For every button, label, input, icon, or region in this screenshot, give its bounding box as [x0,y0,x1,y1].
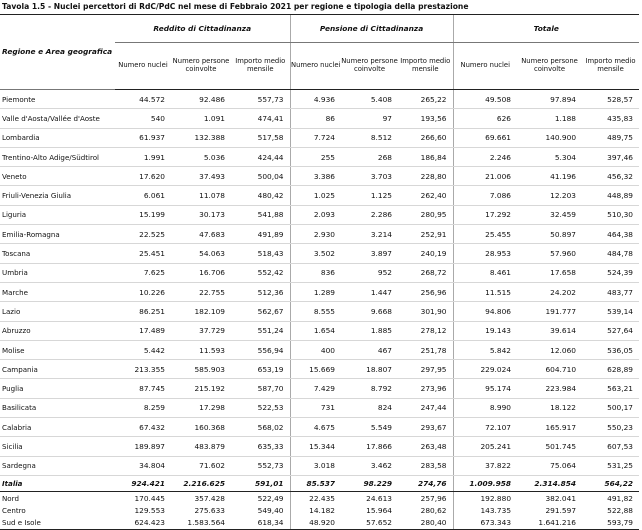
table-cell: 268 [341,147,398,166]
table-cell: 522,49 [257,493,284,503]
table-row [0,379,639,398]
table-cell: 6.061 [115,186,171,205]
table-cell: 673.343 [453,516,517,529]
row-label: Piemonte [0,90,115,109]
table-cell: 467 [341,340,398,359]
table-cell: 491,82 [607,493,634,503]
table-cell: 585.903 [171,360,231,379]
table-cell: 15.964 [366,505,393,515]
table-cell: 15.344 [290,437,341,456]
table-cell: 37.822 [453,456,517,475]
table-cell: 50.897 [517,225,582,244]
table-cell: 24.202 [517,282,582,301]
table-cell: 8.555 [290,302,341,321]
table-row [0,340,639,359]
table-cell: 3.703 [341,167,398,186]
table-cell: 247,44 [398,398,453,417]
table-cell: 4.675 [290,418,341,437]
table-cell: 491,89 [231,225,290,244]
row-label: Sud e Isole [0,516,115,529]
row-label: Friuli-Venezia Giulia [0,186,115,205]
table-row [0,244,639,263]
table-cell: 252,91 [398,225,453,244]
table-cell: 17.866 [341,437,398,456]
table-cell: 2.930 [290,225,341,244]
table-cell: 435,83 [582,109,639,128]
table-cell: 357.428 [194,493,225,503]
table-cell: 15.199 [115,205,171,224]
table-row [0,225,639,244]
row-label: Calabria [0,418,115,437]
table-cell: 165.917 [517,418,582,437]
table-cell: 4.936 [290,90,341,109]
table-cell: 265,22 [398,90,453,109]
row-label: Valle d'Aosta/Vallée d'Aoste [0,109,115,128]
table-cell: 1.991 [115,147,171,166]
table-cell: 28.953 [453,244,517,263]
table-cell: 17.489 [115,321,171,340]
area-row [0,516,639,529]
table-cell: 57.652 [341,516,398,529]
table-row [0,90,639,109]
table-cell: 448,89 [582,186,639,205]
table-cell: 283,58 [398,456,453,475]
table-cell: 568,02 [231,418,290,437]
table-cell: 32.459 [517,205,582,224]
table-row [0,302,639,321]
table-cell: 47.683 [171,225,231,244]
table-row [0,186,639,205]
table-cell: 1.447 [341,282,398,301]
table-cell: 17.292 [453,205,517,224]
table-cell: 69.661 [453,128,517,147]
col-header-nuclei: Numero nuclei [290,43,341,90]
table-cell: 522,88 [607,505,634,515]
table-cell: 15.669 [290,360,341,379]
table-row [0,418,639,437]
data-table [0,14,639,530]
table-cell: 500,17 [582,398,639,417]
table-cell: 268,72 [398,263,453,282]
table-cell: 5.304 [517,147,582,166]
table-cell: 278,12 [398,321,453,340]
table-cell: 483.879 [171,437,231,456]
table-cell: 1.009.958 [453,475,517,491]
table-cell: 30.173 [171,205,231,224]
table-cell: 41.196 [517,167,582,186]
table-cell: 11.078 [171,186,231,205]
table-cell: 17.658 [517,263,582,282]
table-cell: 34.804 [115,456,171,475]
table-cell: 25.455 [453,225,517,244]
table-cell: 7.086 [453,186,517,205]
table-cell: 5.842 [453,340,517,359]
table-cell: 731 [290,398,341,417]
table-cell: 95.174 [453,379,517,398]
table-cell: 12.203 [517,186,582,205]
table-cell: 5.036 [171,147,231,166]
table-cell: 97.894 [517,90,582,109]
table-row [0,263,639,282]
table-cell: 3.386 [290,167,341,186]
table-cell: 266,60 [398,128,453,147]
table-cell: 5.408 [341,90,398,109]
table-cell: 18.807 [341,360,398,379]
table-cell: 591,01 [231,475,290,491]
table-cell: 256,96 [398,282,453,301]
table-cell: 94.806 [453,302,517,321]
col-header-persone: Numero persone coinvolte [341,43,398,90]
table-cell: 549,40 [257,505,284,515]
table-cell: 263,48 [398,437,453,456]
table-cell: 483,77 [582,282,639,301]
row-label: Lazio [0,302,115,321]
table-cell: 215.192 [171,379,231,398]
table-cell: 3.018 [290,456,341,475]
table-cell: 400 [290,340,341,359]
table-cell: 86.251 [115,302,171,321]
table-cell: 72.107 [453,418,517,437]
table-cell: 11.515 [453,282,517,301]
table-cell: 7.724 [290,128,341,147]
table-cell: 2.286 [341,205,398,224]
row-label: Lombardia [0,128,115,147]
table-cell: 143.735 [453,504,517,516]
table-cell: 1.091 [171,109,231,128]
row-label: Toscana [0,244,115,263]
table-cell: 255 [290,147,341,166]
table-cell: 11.593 [171,340,231,359]
row-label: Liguria [0,205,115,224]
table-cell: 280,95 [398,205,453,224]
table-cell: 924.421 [115,475,171,491]
table-row [0,282,639,301]
table-cell: 213.355 [115,360,171,379]
table-cell: 424,44 [231,147,290,166]
table-cell: 170.445 [134,493,165,503]
table-cell: 182.109 [171,302,231,321]
table-cell: 540 [115,109,171,128]
table-cell: 556,94 [231,340,290,359]
table-cell: 512,36 [231,282,290,301]
table-title: Tavola 1.5 - Nuclei percettori di RdC/PdC nel mese di Febbraio 2021 per regione e tipologia della prestazione [2,2,469,11]
table-cell: 87.745 [115,379,171,398]
table-cell: 17.620 [115,167,171,186]
table-cell: 297,95 [398,360,453,379]
table-cell: 97 [341,109,398,128]
table-cell: 564,22 [582,475,639,491]
table-cell: 500,04 [231,167,290,186]
table-row [0,437,639,456]
row-label: Italia [0,475,115,491]
group-header-rdc: Reddito di Cittadinanza [115,15,290,43]
table-cell: 593,79 [582,516,639,529]
table-cell: 293,67 [398,418,453,437]
table-cell: 563,21 [582,379,639,398]
table-cell: 22.755 [171,282,231,301]
table-cell: 21.006 [453,167,517,186]
table-cell: 474,41 [231,109,290,128]
table-cell: 205.241 [453,437,517,456]
table-row [0,167,639,186]
table-cell: 528,57 [582,90,639,109]
table-cell: 550,23 [582,418,639,437]
table-row [0,147,639,166]
table-cell: 14.182 [290,504,341,516]
table-cell: 653,19 [231,360,290,379]
table-cell: 240,19 [398,244,453,263]
table-cell: 71.602 [171,456,231,475]
table-cell: 160.368 [171,418,231,437]
table-cell: 5.442 [115,340,171,359]
row-label: Basilicata [0,398,115,417]
table-cell: 280,40 [398,516,453,529]
table-cell: 510,30 [582,205,639,224]
table-cell: 274,76 [398,475,453,491]
table-cell: 541,88 [231,205,290,224]
table-body [0,90,639,530]
table-cell: 607,53 [582,437,639,456]
row-label: Emilia-Romagna [0,225,115,244]
row-label: Umbria [0,263,115,282]
table-cell: 273,96 [398,379,453,398]
row-label: Sicilia [0,437,115,456]
table-cell: 3.897 [341,244,398,263]
table-cell: 251,78 [398,340,453,359]
row-label: Marche [0,282,115,301]
table-cell: 536,05 [582,340,639,359]
table-cell: 44.572 [115,90,171,109]
table-cell: 85.537 [290,475,341,491]
row-label: Nord [2,493,19,503]
table-cell: 86 [290,109,341,128]
table-cell: 39.614 [517,321,582,340]
table-cell: 8.512 [341,128,398,147]
col-header-nuclei: Numero nuclei [453,43,517,90]
table-cell: 1.654 [290,321,341,340]
table-cell: 67.432 [115,418,171,437]
table-cell: 54.063 [171,244,231,263]
table-cell: 37.729 [171,321,231,340]
table-cell: 223.984 [517,379,582,398]
table-cell: 480,42 [231,186,290,205]
area-row [0,491,639,504]
table-cell: 12.060 [517,340,582,359]
table-cell: 552,42 [231,263,290,282]
table-cell: 7.429 [290,379,341,398]
table-cell: 2.246 [453,147,517,166]
table-cell: 489,75 [582,128,639,147]
table-cell: 531,25 [582,456,639,475]
region-header: Regione e Area geografica [0,15,115,90]
table-cell: 1.885 [341,321,398,340]
table-cell: 628,89 [582,360,639,379]
table-cell: 5.549 [341,418,398,437]
table-cell: 132.388 [171,128,231,147]
table-cell: 129.553 [134,505,165,515]
table-row [0,360,639,379]
table-cell: 836 [290,263,341,282]
table-cell: 16.706 [171,263,231,282]
table-cell: 456,32 [582,167,639,186]
table-cell: 2.314.854 [517,475,582,491]
total-row [0,475,639,491]
table-cell: 618,34 [231,516,290,529]
table-cell: 635,33 [231,437,290,456]
table-cell: 192.880 [453,491,517,504]
table-cell: 1.188 [517,109,582,128]
table-cell: 518,43 [231,244,290,263]
table-cell: 280,62 [420,505,447,515]
table-cell: 37.493 [171,167,231,186]
table-cell: 552,73 [231,456,290,475]
table-cell: 8.259 [115,398,171,417]
table-cell: 49.508 [453,90,517,109]
table-cell: 193,56 [398,109,453,128]
table-cell: 382.041 [545,493,577,503]
row-label: Abruzzo [0,321,115,340]
col-header-importo: Importo medio mensile [231,43,290,90]
row-label: Molise [0,340,115,359]
table-cell: 522,53 [231,398,290,417]
table-cell: 484,78 [582,244,639,263]
table-cell: 8.461 [453,263,517,282]
table-cell: 8.990 [453,398,517,417]
table-cell: 22.525 [115,225,171,244]
table-cell: 1.641.216 [517,516,582,529]
table-cell: 1.025 [290,186,341,205]
table-row [0,456,639,475]
table-cell: 18.122 [517,398,582,417]
table-cell: 952 [341,263,398,282]
table-cell: 539,14 [582,302,639,321]
table-cell: 1.583.564 [171,516,231,529]
table-cell: 397,46 [582,147,639,166]
table-cell: 301,90 [398,302,453,321]
area-row [0,504,639,516]
table-cell: 191.777 [517,302,582,321]
table-cell: 562,67 [231,302,290,321]
table-cell: 604.710 [517,360,582,379]
table-cell: 24.613 [366,493,393,503]
table-cell: 189.897 [115,437,171,456]
table-cell: 228,80 [398,167,453,186]
table-cell: 25.451 [115,244,171,263]
row-label: Veneto [0,167,115,186]
table-cell: 275.633 [194,505,225,515]
table-cell: 257,96 [420,493,447,503]
table-cell: 22.435 [290,491,341,504]
table-cell: 3.502 [290,244,341,263]
table-row [0,128,639,147]
table-cell: 140.900 [517,128,582,147]
table-cell: 7.625 [115,263,171,282]
table-cell: 262,40 [398,186,453,205]
table-row [0,321,639,340]
table-cell: 8.792 [341,379,398,398]
table-cell: 19.143 [453,321,517,340]
table-cell: 626 [453,109,517,128]
col-header-persone: Numero persone coinvolte [171,43,231,90]
table-cell: 291.597 [545,505,577,515]
group-header-pdc: Pensione di Cittadinanza [290,15,453,43]
table-cell: 9.668 [341,302,398,321]
table-cell: 48.920 [290,516,341,529]
table-cell: 824 [341,398,398,417]
table-cell: 17.298 [171,398,231,417]
table-cell: 551,24 [231,321,290,340]
table-cell: 501.745 [517,437,582,456]
row-label: Sardegna [0,456,115,475]
col-header-importo: Importo medio mensile [398,43,453,90]
table-cell: 3.214 [341,225,398,244]
table-cell: 517,58 [231,128,290,147]
table-cell: 464,38 [582,225,639,244]
table-cell: 587,70 [231,379,290,398]
table-cell: 61.937 [115,128,171,147]
group-header-totale: Totale [453,15,639,43]
table-cell: 75.064 [517,456,582,475]
table-row [0,109,639,128]
table-row [0,205,639,224]
table-cell: 2.216.625 [171,475,231,491]
table-cell: 229.024 [453,360,517,379]
table-cell: 524,39 [582,263,639,282]
table-cell: 92.486 [171,90,231,109]
row-label: Centro [2,505,26,515]
col-header-persone: Numero persone coinvolte [517,43,582,90]
table-cell: 57.960 [517,244,582,263]
table-cell: 98.229 [341,475,398,491]
table-cell: 1.289 [290,282,341,301]
col-header-nuclei: Numero nuclei [115,43,171,90]
table-cell: 2.093 [290,205,341,224]
row-label: Trentino-Alto Adige/Südtirol [0,147,115,166]
table-cell: 3.462 [341,456,398,475]
table-cell: 10.226 [115,282,171,301]
table-cell: 186,84 [398,147,453,166]
table-cell: 527,64 [582,321,639,340]
table-cell: 1.125 [341,186,398,205]
table-row [0,398,639,417]
table-cell: 624.423 [115,516,171,529]
col-header-importo: Importo medio mensile [582,43,639,90]
row-label: Campania [0,360,115,379]
table-cell: 557,73 [231,90,290,109]
row-label: Puglia [0,379,115,398]
